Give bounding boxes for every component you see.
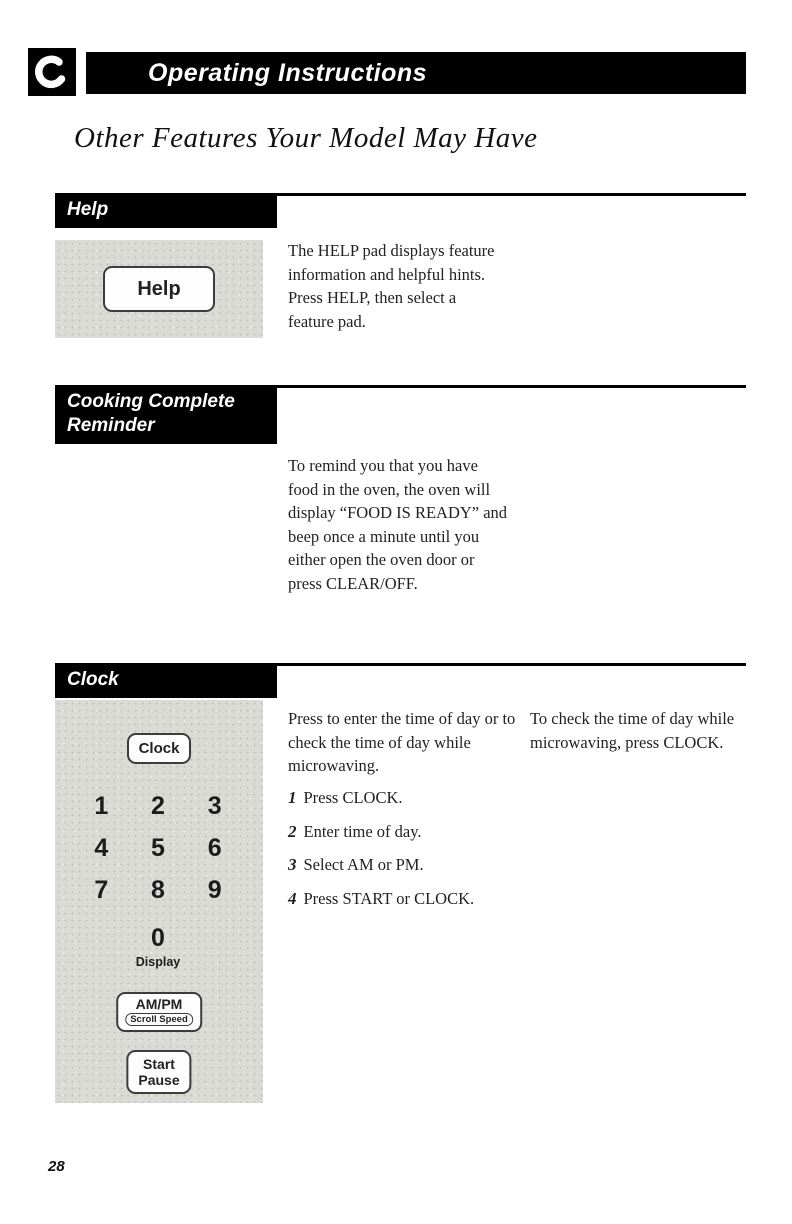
clock-step-4 <box>288 887 528 910</box>
clock-step-1 <box>288 786 528 809</box>
digit-9: 9 <box>207 876 222 904</box>
reminder-body-text: To remind you that you have food in the oven, the oven will display “FOOD IS READY” and beep once a minute until you either open the oven door or press CLEAR/OFF. <box>288 456 508 593</box>
scroll-speed-label: Scroll Speed <box>125 1013 193 1026</box>
step-number: 2 <box>288 821 297 841</box>
brand-logo-icon <box>28 48 76 96</box>
clock-keypad-illustration <box>55 700 263 1103</box>
number-pad <box>73 792 243 905</box>
page-title: Other Features Your Model May Have <box>74 122 538 154</box>
clock-side-note: To check the time of day while microwaving, press CLOCK. <box>530 709 735 752</box>
banner-title: Operating Instructions <box>148 58 428 87</box>
section-label-clock <box>55 663 277 698</box>
clock-pad-label: Clock <box>138 740 180 757</box>
step-number: 4 <box>288 888 297 908</box>
step-number: 1 <box>288 788 297 807</box>
pause-pad-label: Pause <box>138 1072 180 1088</box>
digit-7: 7 <box>94 876 109 904</box>
digit-4: 4 <box>94 834 109 862</box>
clock-section-title: Clock <box>67 669 119 690</box>
step-text: Enter time of day. <box>303 821 422 841</box>
clock-steps <box>288 786 528 920</box>
help-body-text: The HELP pad displays feature information and helpful hints. Press HELP, then select a feature pad. <box>288 241 495 331</box>
help-section-title: Help <box>67 199 109 220</box>
step-number: 3 <box>288 855 297 874</box>
help-pad-label: Help <box>137 277 181 300</box>
ampm-pad-button <box>116 992 202 1032</box>
page-number: 28 <box>48 1158 65 1175</box>
digit-6: 6 <box>207 834 222 862</box>
display-label: Display <box>135 955 181 969</box>
digit-1: 1 <box>94 792 109 820</box>
clock-pad-button <box>127 733 191 764</box>
step-text: Press START or CLOCK. <box>303 888 475 908</box>
digit-5: 5 <box>151 834 165 862</box>
help-pad-illustration <box>55 240 263 338</box>
reminder-section-title-line2: Reminder <box>67 415 155 436</box>
clock-intro-text: Press to enter the time of day or to check the time of day while microwaving. <box>288 709 516 775</box>
clock-step-2 <box>288 820 528 843</box>
section-label-reminder <box>55 385 277 444</box>
start-pad-label: Start <box>143 1056 175 1072</box>
digit-0: 0 <box>151 924 165 952</box>
digit-3: 3 <box>207 792 222 820</box>
section-label-help <box>55 193 277 228</box>
section-banner <box>86 52 746 94</box>
reminder-section-title-line1: Cooking Complete <box>67 391 235 412</box>
digit-8: 8 <box>151 876 165 904</box>
digit-2: 2 <box>151 792 165 820</box>
step-text: Press CLOCK. <box>303 788 403 807</box>
start-pause-pad-button <box>126 1050 191 1094</box>
help-pad-button <box>103 266 215 312</box>
ampm-pad-label: AM/PM <box>135 996 183 1012</box>
clock-step-3 <box>288 853 528 876</box>
step-text: Select AM or PM. <box>303 855 424 874</box>
